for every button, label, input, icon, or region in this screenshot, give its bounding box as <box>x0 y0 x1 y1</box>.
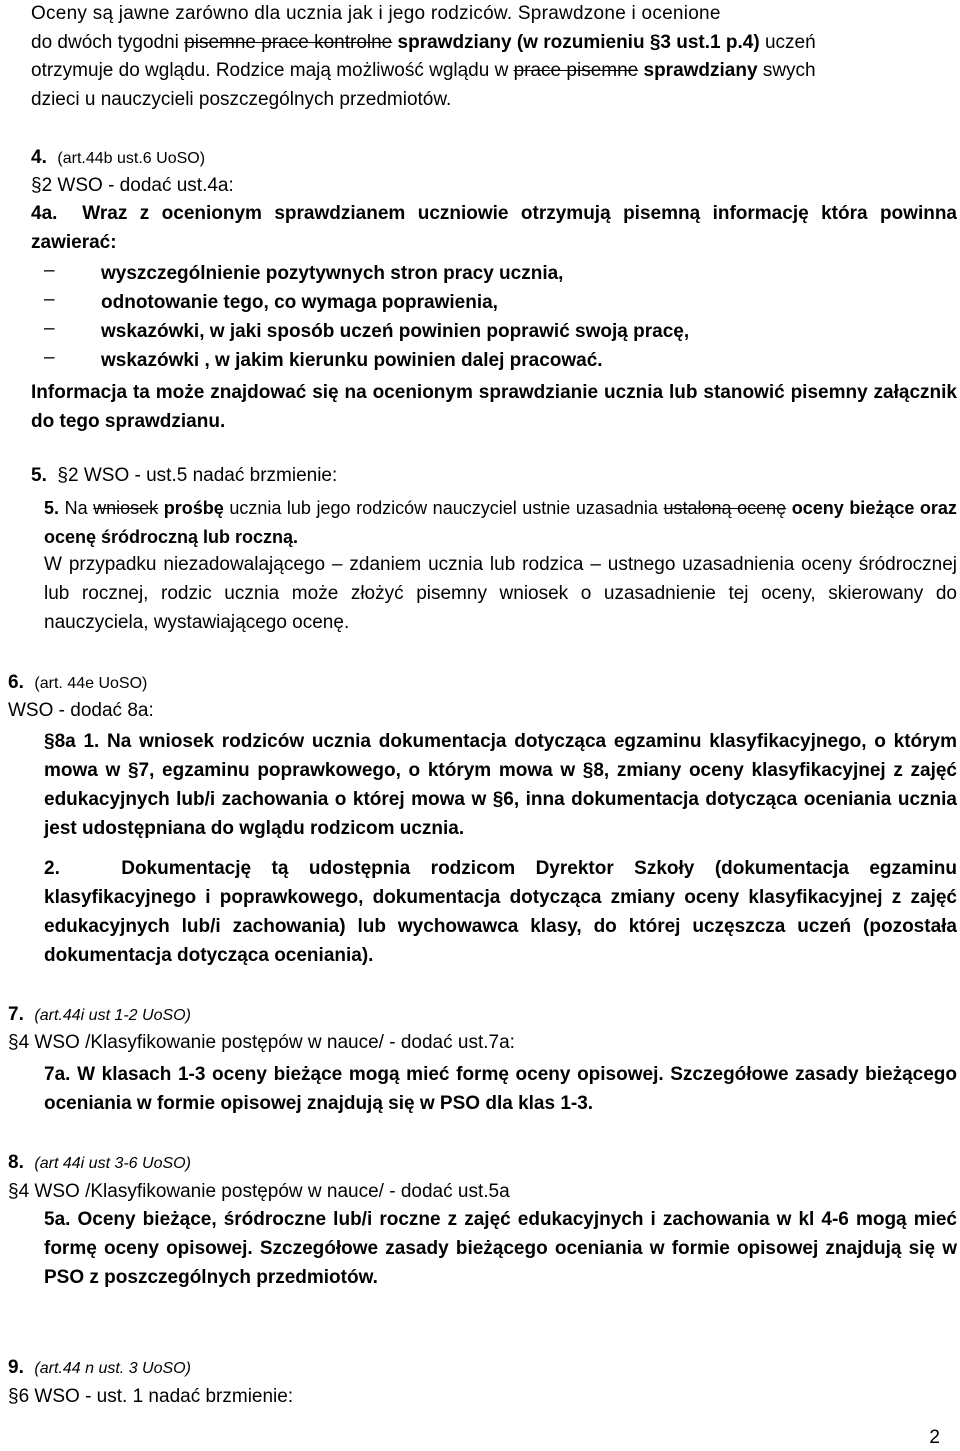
section-6-paragraph-1: §8a 1. Na wniosek rodziców ucznia dokumentacja dotycząca egzaminu klasyfikacyjnego, o którym mowa w §7, egzaminu poprawkowego, o którym mowa w §8, zmiany oceny klasyfikacyjnej z zajęć edukacyjnych lub/i zachowania o której mowa w §6, inna dokumentacja dotycząca oceniania ucznia jest udostępniana do wglądu rodzicom ucznia. <box>44 731 958 839</box>
section-7-heading: 7. (art.44i ust 1-2 UoSO) <box>8 1004 191 1025</box>
section-8-amendment: §4 WSO /Klasyfikowanie postępów w nauce/ - dodać ust.5a <box>8 1181 510 1202</box>
dash-bullet: – <box>44 347 55 368</box>
section-8-heading: 8. (art 44i ust 3-6 UoSO) <box>8 1152 191 1173</box>
dash-bullet: – <box>44 318 55 339</box>
section-6-heading: 6. (art. 44e UoSO) <box>8 672 148 693</box>
list-item: wskazówki, w jaki sposób uczeń powinien poprawić swoją pracę, <box>101 321 690 342</box>
section-4-amendment: §2 WSO - dodać ust.4a: <box>31 175 234 196</box>
section-9-amendment: §6 WSO - ust. 1 nadać brzmienie: <box>8 1386 294 1407</box>
section-5-heading: 5. §2 WSO - ust.5 nadać brzmienie: <box>31 465 338 486</box>
section-7-amendment: §4 WSO /Klasyfikowanie postępów w nauce/ - dodać ust.7a: <box>8 1032 515 1053</box>
list-item: wskazówki , w jakim kierunku powinien dalej pracować. <box>101 350 603 371</box>
section-4-paragraph: 4a. Wraz z ocenionym sprawdzianem uczniowie otrzymują pisemną informację która powinna zawierać: <box>31 203 958 253</box>
list-item: odnotowanie tego, co wymaga poprawienia, <box>101 292 498 313</box>
section-7-paragraph: 7a. W klasach 1-3 oceny bieżące mogą mieć formę oceny opisowej. Szczegółowe zasady bieżącego oceniania w formie opisowej znajdują się w PSO dla klas 1-3. <box>44 1064 958 1114</box>
section-9-heading: 9. (art.44 n ust. 3 UoSO) <box>8 1357 191 1378</box>
s3-line-3: otrzymuje do wglądu. Rodzice mają możliwość wglądu w prace pisemne sprawdziany swych <box>31 60 816 81</box>
dash-bullet: – <box>44 289 55 310</box>
section-5-paragraph-2: W przypadku niezadowalającego – zdaniem ucznia lub rodzica – ustnego uzasadnienia oceny śródrocznej lub rocznej, rodzic ucznia może złożyć pisemny wniosek o uzasadnienie tej oceny, skierowany do nauczyciela, wystawiającego ocenę. <box>44 554 957 633</box>
section-8-paragraph: 5a. Oceny bieżące, śródroczne lub/i roczne z zajęć edukacyjnych i zachowania w kl 4-6 mogą mieć formę oceny opisowej. Szczegółowe zasady bieżącego oceniania w formie opisowej znajdują się w PSO z poszczególnych przedmiotów. <box>44 1209 958 1288</box>
dash-bullet: – <box>44 260 55 281</box>
section-6-paragraph-2: 2. Dokumentację tą udostępnia rodzicom Dyrektor Szkoły (dokumentacja egzaminu klasyfikacyjnego i poprawkowego, dokumentacja dotycząca zmiany oceny klasyfikacyjnej z zajęć edukacyjnych lub/i zachowania) lub wychowawca klasy, do której uczęszcza uczeń (pozostała dokumentacja dotycząca oceniania). <box>44 858 957 966</box>
s3-line-1: Oceny są jawne zarówno dla ucznia jak i jego rodziców. Sprawdzone i ocenione <box>31 3 721 24</box>
s3-line-4: dzieci u nauczycieli poszczególnych przedmiotów. <box>31 89 452 110</box>
s3-line-2: do dwóch tygodni pisemne prace kontrolne sprawdziany (w rozumieniu §3 ust.1 p.4) uczeń <box>31 32 816 53</box>
section-6-amendment: WSO - dodać 8a: <box>8 700 154 721</box>
list-item: wyszczególnienie pozytywnych stron pracy ucznia, <box>101 263 564 284</box>
section-4-info: Informacja ta może znajdować się na ocenionym sprawdzianie ucznia lub stanowić pisemny załącznik do tego sprawdzianu. <box>31 382 957 432</box>
section-5-paragraph: 5. Na wniosek prośbę ucznia lub jego rodziców nauczyciel ustnie uzasadnia ustaloną ocenę oceny bieżące oraz ocenę śródroczną lub roczną. <box>44 498 957 547</box>
page-number: 2 <box>929 1427 940 1448</box>
section-4-heading: 4. (art.44b ust.6 UoSO) <box>31 147 206 168</box>
